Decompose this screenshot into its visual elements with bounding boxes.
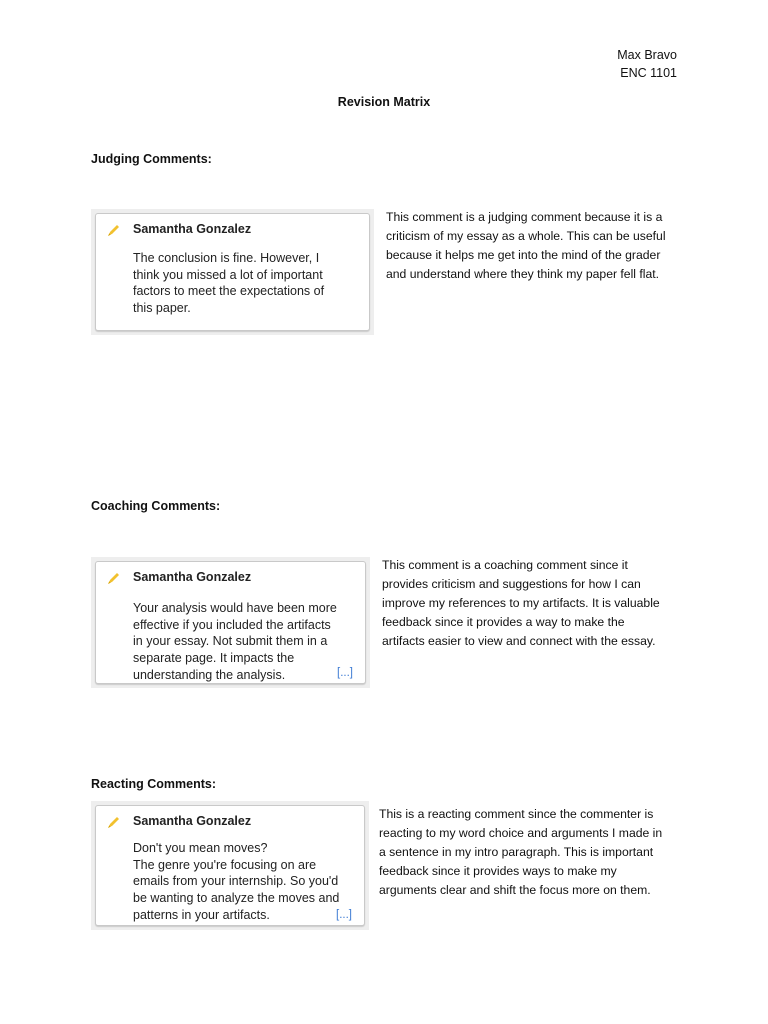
- expand-comment-link[interactable]: [...]: [334, 667, 353, 679]
- comment-text: [133, 840, 345, 924]
- explanation-line: This comment is a judging comment because it is a: [386, 210, 663, 224]
- comment-line: separate page. It impacts the: [133, 651, 295, 666]
- comment-line: think you missed a lot of important: [133, 267, 323, 282]
- author-name: Max Bravo: [617, 48, 677, 62]
- comment-line: emails from your internship. So you'd: [133, 874, 339, 889]
- explanation-coaching: [382, 556, 682, 651]
- comment-line: The genre you're focusing on are: [133, 857, 317, 872]
- comment-line: Don't you mean moves?: [133, 841, 268, 855]
- comment-text: [133, 250, 345, 317]
- commenter-name: Samantha Gonzalez: [133, 570, 252, 584]
- comment-line: be wanting to analyze the moves and: [133, 891, 340, 906]
- explanation-line: feedback since it provides ways to make my: [379, 864, 617, 878]
- explanation-line: This comment is a coaching comment since it: [382, 558, 628, 572]
- explanation-line: improve my references to my artifacts. It is valuable: [382, 596, 660, 610]
- commenter-name: Samantha Gonzalez: [133, 222, 252, 236]
- comment-text: [133, 600, 345, 684]
- explanation-line: arguments clear and shift the focus more on them.: [379, 883, 651, 897]
- comment-line: effective if you included the artifacts: [133, 617, 331, 632]
- explanation-reacting: [379, 805, 684, 900]
- section-heading-judging: Judging Comments:: [91, 152, 212, 166]
- pencil-icon: [106, 814, 122, 830]
- explanation-line: provides criticism and suggestions for how I can: [382, 577, 641, 591]
- expand-comment-link[interactable]: [...]: [333, 909, 352, 921]
- explanation-line: criticism of my essay as a whole. This can be useful: [386, 229, 666, 243]
- pencil-icon: [106, 570, 122, 586]
- section-heading-coaching: Coaching Comments:: [91, 499, 221, 513]
- section-heading-reacting: Reacting Comments:: [91, 777, 217, 791]
- commenter-name: Samantha Gonzalez: [133, 814, 252, 828]
- explanation-judging: [386, 208, 686, 284]
- comment-line: in your essay. Not submit them in a: [133, 634, 328, 649]
- explanation-line: reacting to my word choice and arguments I made in: [379, 826, 663, 840]
- explanation-line: a sentence in my intro paragraph. This is important: [379, 845, 654, 859]
- pencil-icon: [106, 222, 122, 238]
- comment-line: patterns in your artifacts.: [133, 907, 270, 922]
- comment-line: Your analysis would have been more: [133, 601, 337, 615]
- explanation-line: and understand where they think my paper fell flat.: [386, 267, 660, 281]
- comment-line: this paper.: [133, 301, 191, 316]
- document-title: Revision Matrix: [337, 95, 431, 109]
- explanation-line: This is a reacting comment since the commenter is: [379, 807, 654, 821]
- comment-line: The conclusion is fine. However, I: [133, 251, 320, 265]
- course-code: ENC 1101: [620, 66, 677, 80]
- comment-line: understanding the analysis.: [133, 667, 286, 682]
- explanation-line: feedback since it provides a way to make the: [382, 615, 625, 629]
- comment-card-coaching: [91, 557, 370, 688]
- comment-card-judging: [91, 209, 374, 335]
- explanation-line: because it helps me get into the mind of the grader: [386, 248, 661, 262]
- comment-line: factors to meet the expectations of: [133, 284, 325, 299]
- comment-card-reacting: [91, 801, 369, 930]
- explanation-line: artifacts easier to view and connect with the essay.: [382, 634, 656, 648]
